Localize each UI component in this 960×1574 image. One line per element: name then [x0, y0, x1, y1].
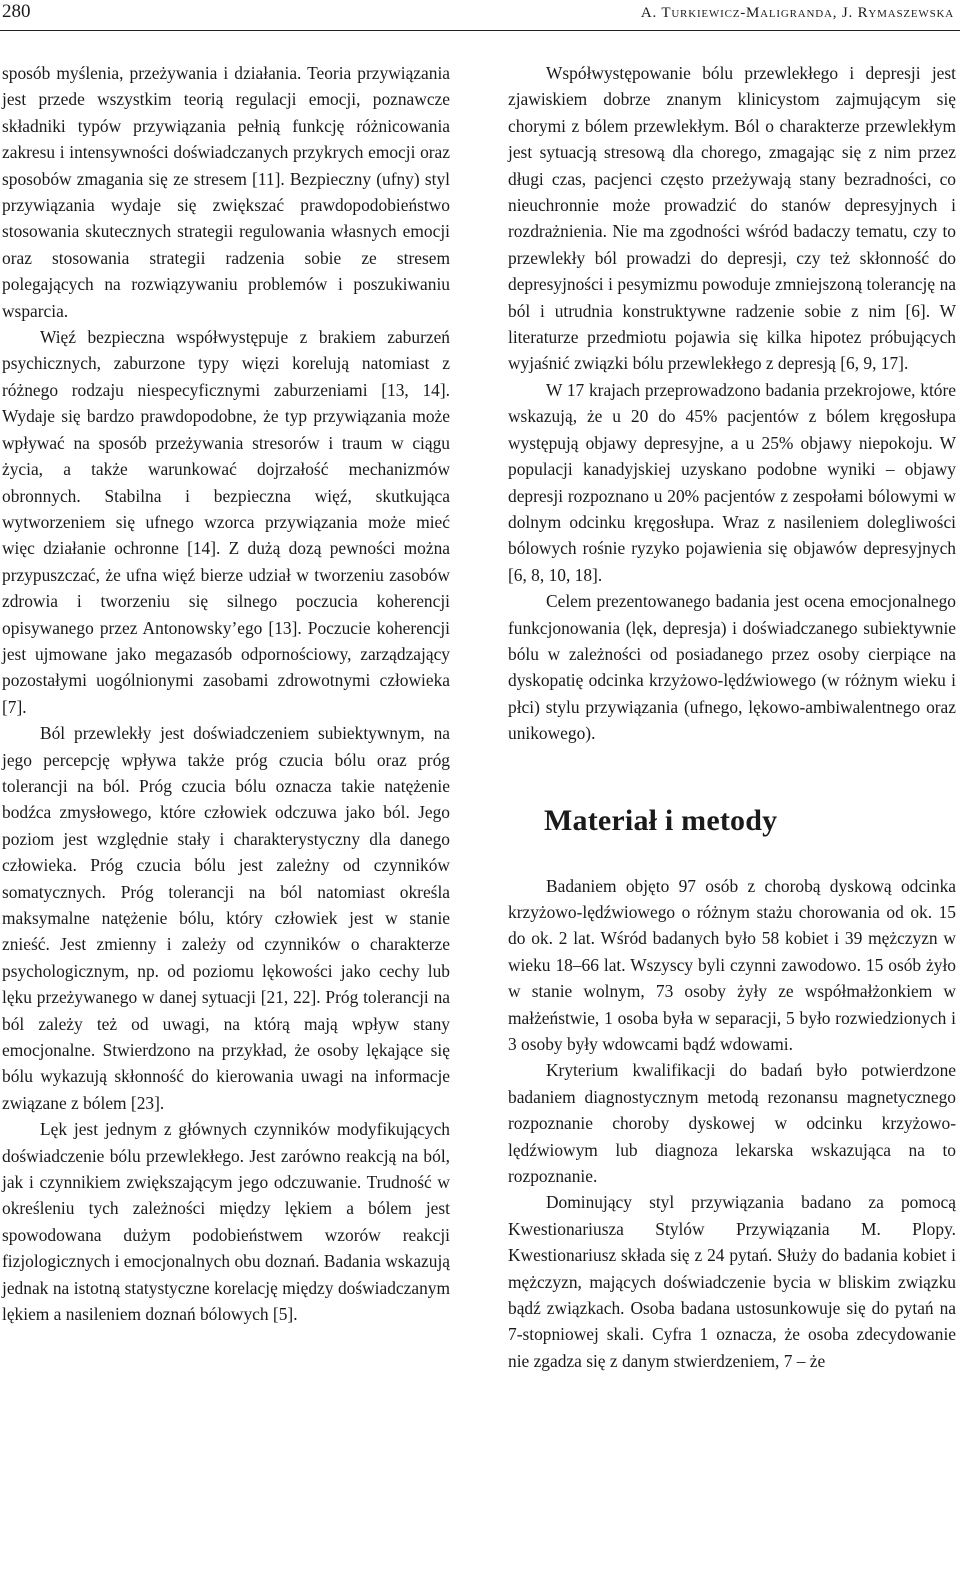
- section-heading: Materiał i metody: [544, 803, 778, 837]
- body-paragraph: Badaniem objęto 97 osób z chorobą dyskową odcinka krzyżowo-lędźwiowego o różnym stażu chorowania od ok. 15 do ok. 2 lat. Wśród badanych było 58 kobiet i 39 mężczyzn w wieku 18–66 lat. Wszyscy byli czynni zawodowo. 15 osób żyło w stanie wolnym, 73 osoby żyły ze współmałżonkiem w małżeństwie, 1 osoba była w separacji, 5 było rozwiedzionych i 3 osoby były wdowcami bądź wdowami.: [508, 875, 956, 1054]
- body-paragraph: Kryterium kwalifikacji do badań było potwierdzone badaniem diagnostycznym metodą rezonansu magnetycznego rozpoznanie choroby dyskowej w odcinku krzyżowo-lędźwiowym lub diagnoza lekarska wskazująca na to rozpoznanie.: [508, 1060, 956, 1187]
- body-paragraph: Ból przewlekły jest doświadczeniem subiektywnym, na jego percepcję wpływa także próg czucia bólu oraz próg tolerancji na ból. Próg czucia bólu oznacza takie natężenie bodźca zmysłowego, które człowiek odczuwa jako ból. Jego poziom jest względnie stały i charakterystyczny dla danego człowieka. Próg czucia bólu jest zależny od czynników somatycznych. Próg tolerancji na ból natomiast określa maksymalne natężenie bólu, który człowiek jest w stanie znieść. Jest zmienny i zależy od czynników o charakterze psychologicznym, np. od poziomu lękowości jako cechy lub lęku przeżywanego w danej sytuacji [21, 22]. Próg tolerancji na ból zależy też od uwagi, na którą mają wpływ stany emocjonalne. Stwierdzono na przykład, że osoby lękające się bólu wykazują skłonność do kierowania uwagi na informacje związane z bólem [23].: [2, 723, 450, 1113]
- body-paragraph: sposób myślenia, przeżywania i działania. Teoria przywiązania jest przede wszystkim teorią regulacji emocji, poznawcze składniki typów przywiązania pełnią funkcję różnicowania zakresu i intensywności doświadczanych przykrych emocji oraz sposobów zmagania się ze stresem [11]. Bezpieczny (ufny) styl przywiązania wydaje się zwiększać prawdopodobieństwo stosowania skutecznych strategii regulowania własnych emocji oraz stosowania strategii radzenia sobie ze stresem polegających na rozwiązywaniu problemów i poszukiwaniu wsparcia.: [2, 63, 450, 321]
- left-column: [2, 60, 450, 1328]
- body-paragraph: Lęk jest jednym z głównych czynników modyfikujących doświadczenie bólu przewlekłego. Jest zarówno reakcją na ból, jak i czynnikiem zwiększającym jego odczuwanie. Trudność w określeniu tych zależności między lękiem a bólem jest spowodowana dużym podobieństwem wzorów reakcji fizjologicznych i emocjonalnych obu doznań. Badania wskazują jednak na istotną statystyczne korelację między doświadczanym lękiem a nasileniem doznań bólowych [5].: [2, 1119, 450, 1325]
- page-header: [0, 0, 960, 31]
- page-number: 280: [2, 1, 31, 22]
- body-paragraph: Współwystępowanie bólu przewlekłego i depresji jest zjawiskiem dobrze znanym klinicystom zajmującym się chorymi z bólem przewlekłym. Ból o charakterze przewlekłym jest sytuacją stresową dla chorego, zmagając się z nim przez długi czas, pacjenci często przeżywają stany bezradności, co nieuchronnie może prowadzić do stanów depresyjnych i rozdrażnienia. Nie ma zgodności wśród badaczy tematu, czy to przewlekły ból prowadzi do depresji, czy też skłonność do depresyjności i pesymizmu powoduje zmniejszoną tolerancję na ból i utrudnia konstruktywne radzenie sobie z nim [6]. W literaturze przedmiotu pojawia się kilka hipotez próbujących wyjaśnić związki bólu przewlekłego z depresją [6, 9, 17].: [508, 63, 956, 374]
- body-paragraph: W 17 krajach przeprowadzono badania przekrojowe, które wskazują, że u 20 do 45% pacjentów z bólem kręgosłupa występują objawy depresyjne, a u 25% objawy niepokoju. W populacji kanadyjskiej uzyskano podobne wyniki – objawy depresji rozpoznano u 20% pacjentów z zespołami bólowymi w dolnym odcinku kręgosłupa. Wraz z nasileniem dolegliwości bólowych rośnie ryzyko pojawienia się objawów depresyjnych [6, 8, 10, 18].: [508, 379, 956, 585]
- body-paragraph: Więź bezpieczna współwystępuje z brakiem zaburzeń psychicznych, zaburzone typy więzi korelują natomiast z różnego rodzaju niespecyficznymi zaburzeniami [13, 14]. Wydaje się bardzo prawdopodobne, że typ przywiązania może wpływać na sposób przeżywania stresorów i traum w ciągu życia, a także warunkować dojrzałość mechanizmów obronnych. Stabilna i bezpieczna więź, skutkująca wytworzeniem się ufnego wzorca przywiązania może mieć więc działanie ochronne [14]. Z dużą dozą pewności można przypuszczać, że ufna więź bierze udział w tworzeniu zasobów zdrowia i tworzeniu się silnego poczucia koherencji opisywanego przez Antonowsky’ego [13]. Poczucie koherencji jest ujmowane jako megazasób odpornościowy, zarządzający pozostałymi uogólnionymi zasobami zdrowotnymi człowieka [7].: [2, 327, 450, 717]
- body-paragraph: Celem prezentowanego badania jest ocena emocjonalnego funkcjonowania (lęk, depresja) i doświadczanego subiektywnie bólu w zależności od posiadanego przez osoby cierpiące na dyskopatię odcinka krzyżowo-lędźwiowego (w różnym wieku i płci) stylu przywiązania (ufnego, lękowo-ambiwalentnego oraz unikowego).: [508, 591, 956, 744]
- right-column: [508, 60, 956, 1374]
- body-paragraph: Dominujący styl przywiązania badano za pomocą Kwestionariusza Stylów Przywiązania M. Plopy. Kwestionariusz składa się z 24 pytań. Służy do badania kobiet i mężczyzn, mających doświadczenie bycia w bliskim związku bądź związkach. Osoba badana ustosunkowuje się do pytań na 7-stopniowej skali. Cyfra 1 oznacza, że osoba zdecydowanie nie zgadza się z danym stwierdzeniem, 7 – że: [508, 1192, 956, 1371]
- running-head-authors: A. Turkiewicz-Maligranda, J. Rymaszewska: [640, 5, 954, 21]
